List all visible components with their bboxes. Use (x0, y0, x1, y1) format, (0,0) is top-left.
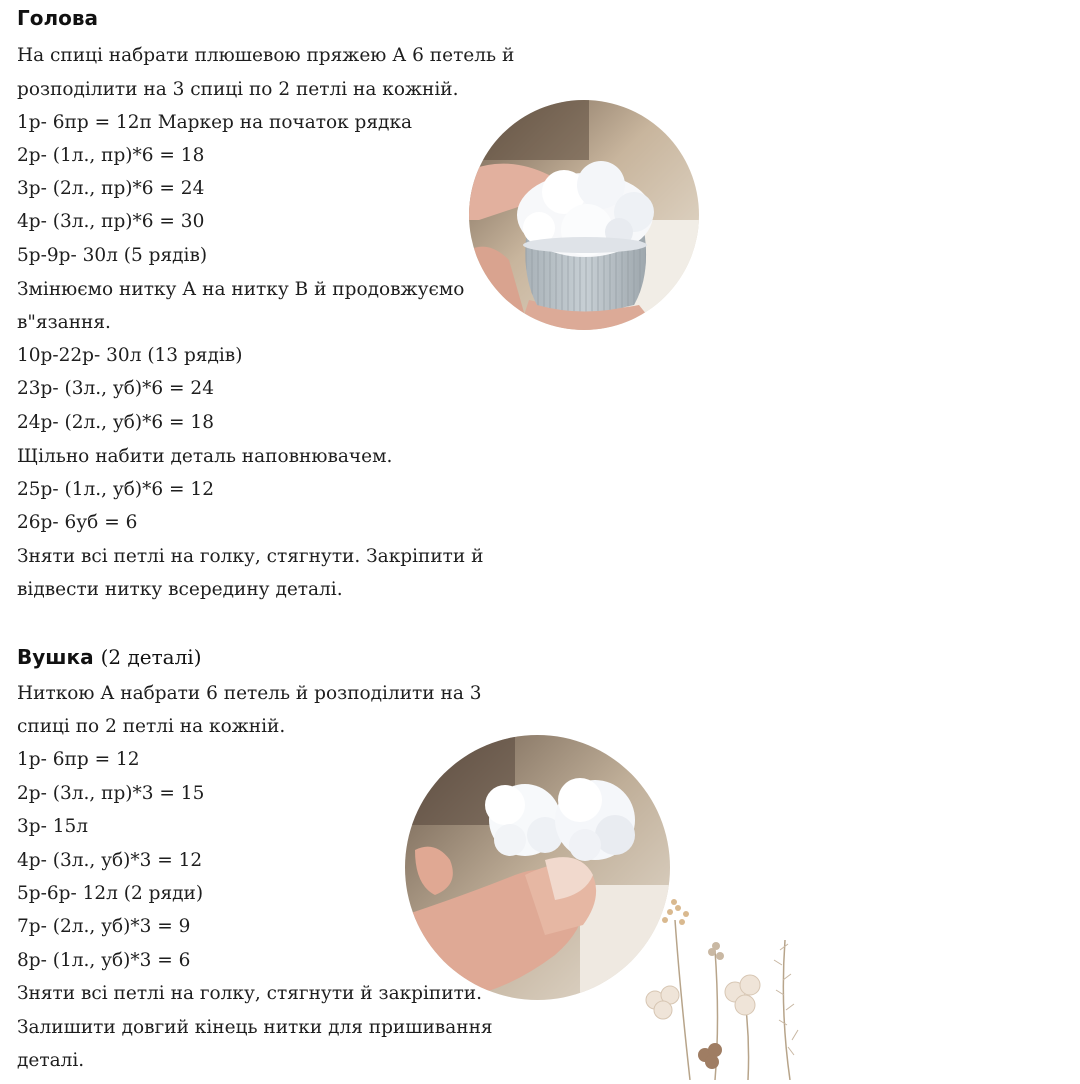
head-line-1: На спиці набрати плюшевою пряжею А 6 петель й (17, 45, 515, 66)
flower-decoration (620, 880, 820, 1080)
head-line-3: 1р- 6пр = 12п Маркер на початок рядка (17, 112, 413, 133)
ears-line-11: Залишити довгий кінець нитки для пришивання (17, 1017, 493, 1038)
head-line-13: Щільно набити деталь наповнювачем. (17, 446, 393, 467)
ears-line-9: 8р- (1л., уб)*3 = 6 (17, 950, 191, 971)
head-line-7: 5р-9р- 30л (5 рядів) (17, 245, 208, 266)
head-section-title: Голова (17, 6, 99, 30)
head-photo (469, 100, 699, 330)
ears-line-1: Ниткою А набрати 6 петель й розподілити на 3 (17, 683, 482, 704)
ears-line-7: 5р-6р- 12л (2 ряди) (17, 883, 204, 904)
ears-line-6: 4р- (3л., уб)*3 = 12 (17, 850, 203, 871)
ears-section-title (17, 645, 202, 669)
ears-line-8: 7р- (2л., уб)*3 = 9 (17, 916, 191, 937)
head-line-14: 25р- (1л., уб)*6 = 12 (17, 479, 214, 500)
ears-line-10: Зняти всі петлі на голку, стягнути й закріпити. (17, 983, 483, 1004)
head-line-5: 3р- (2л., пр)*6 = 24 (17, 178, 205, 199)
head-line-12: 24р- (2л., уб)*6 = 18 (17, 412, 214, 433)
ears-line-4: 2р- (3л., пр)*3 = 15 (17, 783, 205, 804)
head-line-15: 26р- 6уб = 6 (17, 512, 138, 533)
head-line-16: Зняти всі петлі на голку, стягнути. Закріпити й (17, 546, 484, 567)
ears-title-text: Вушка (17, 645, 94, 669)
ears-line-3: 1р- 6пр = 12 (17, 749, 140, 770)
ears-line-12: деталі. (17, 1050, 85, 1071)
ears-title-count: (2 деталі) (100, 645, 202, 669)
head-line-2: розподілити на 3 спиці по 2 петлі на кожній. (17, 79, 459, 100)
head-line-9: в"язання. (17, 312, 111, 333)
head-line-8: Змінюємо нитку А на нитку В й продовжуємо (17, 279, 465, 300)
head-line-6: 4р- (3л., пр)*6 = 30 (17, 211, 205, 232)
head-line-4: 2р- (1л., пр)*6 = 18 (17, 145, 205, 166)
head-line-11: 23р- (3л., уб)*6 = 24 (17, 378, 214, 399)
head-line-10: 10р-22р- 30л (13 рядів) (17, 345, 243, 366)
ears-line-5: 3р- 15л (17, 816, 89, 837)
head-line-17: відвести нитку всередину деталі. (17, 579, 343, 600)
ears-line-2: спиці по 2 петлі на кожній. (17, 716, 286, 737)
